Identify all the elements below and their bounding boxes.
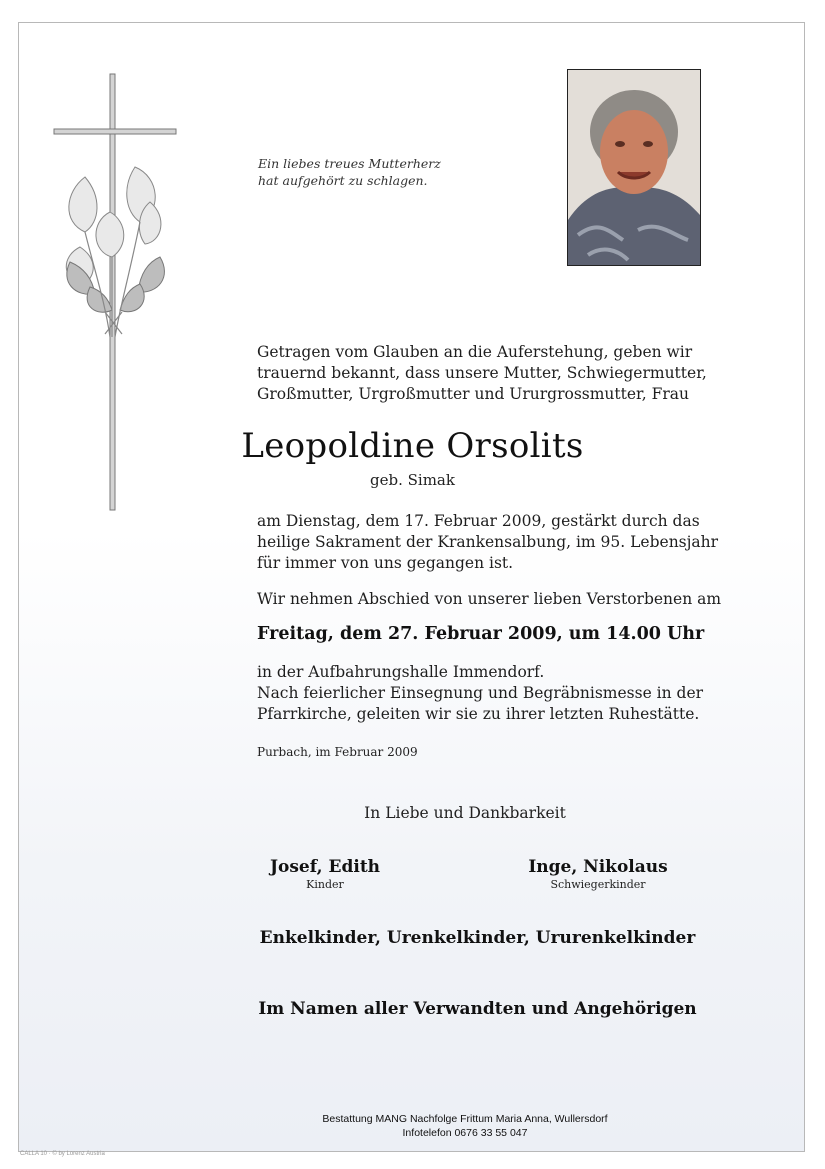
portrait-photo — [567, 69, 701, 266]
death-line: am Dienstag, dem 17. Februar 2009, gestärkt durch das — [257, 512, 700, 530]
undertaker-name: Bestattung MANG Nachfolge Frittum Maria Anna, Wullersdorf — [322, 1113, 608, 1125]
maiden-name: geb. Simak — [370, 471, 455, 489]
relatives-line: Im Namen aller Verwandten und Angehörigen — [258, 999, 697, 1019]
death-line: für immer von uns gegangen ist. — [257, 554, 514, 572]
intro-line: Großmutter, Urgroßmutter und Ururgrossmutter, Frau — [257, 385, 689, 403]
ceremony-paragraph — [257, 662, 703, 725]
undertaker-footer — [0, 1112, 825, 1140]
mourner-group — [498, 857, 698, 891]
funeral-date: Freitag, dem 27. Februar 2009, um 14.00 Uhr — [257, 624, 705, 644]
ceremony-line: Pfarrkirche, geleiten wir sie zu ihrer letzten Ruhestätte. — [257, 705, 700, 723]
intro-line: trauernd bekannt, dass unsere Mutter, Schwiegermutter, — [257, 364, 707, 382]
mourner-names: Josef, Edith — [269, 857, 381, 877]
motto — [258, 155, 518, 189]
farewell-intro — [257, 589, 721, 610]
deceased-name: Leopoldine Orsolits — [241, 426, 584, 466]
ceremony-line: in der Aufbahrungshalle Immendorf. — [257, 663, 545, 681]
intro-line: Getragen vom Glauben an die Auferstehung, geben wir — [257, 343, 693, 361]
mourner-role: Schwiegerkinder — [550, 878, 646, 891]
mourner-role: Kinder — [306, 878, 344, 891]
ceremony-line: Nach feierlicher Einsegnung und Begräbnismesse in der — [257, 684, 704, 702]
portrait-image — [568, 70, 700, 265]
undertaker-phone: Infotelefon 0676 33 55 047 — [402, 1127, 528, 1139]
grandchildren-line: Enkelkinder, Urenkelkinder, Ururenkelkinder — [259, 928, 696, 948]
death-line: heilige Sakrament der Krankensalbung, im 95. Lebensjahr — [257, 533, 719, 551]
mourner-group — [225, 857, 425, 891]
intro-paragraph — [257, 342, 707, 405]
template-mark: CALLA 10 · © by Lorenz Austria — [20, 1151, 105, 1157]
motto-line: hat aufgehört zu schlagen. — [258, 173, 428, 188]
mourner-names: Inge, Nikolaus — [528, 857, 668, 877]
place-date: Purbach, im Februar 2009 — [257, 745, 418, 759]
closing-text: In Liebe und Dankbarkeit — [364, 804, 566, 822]
motto-line: Ein liebes treues Mutterherz — [258, 156, 441, 171]
farewell-intro-text: Wir nehmen Abschied von unserer lieben Verstorbenen am — [257, 590, 722, 608]
death-paragraph — [257, 511, 718, 574]
